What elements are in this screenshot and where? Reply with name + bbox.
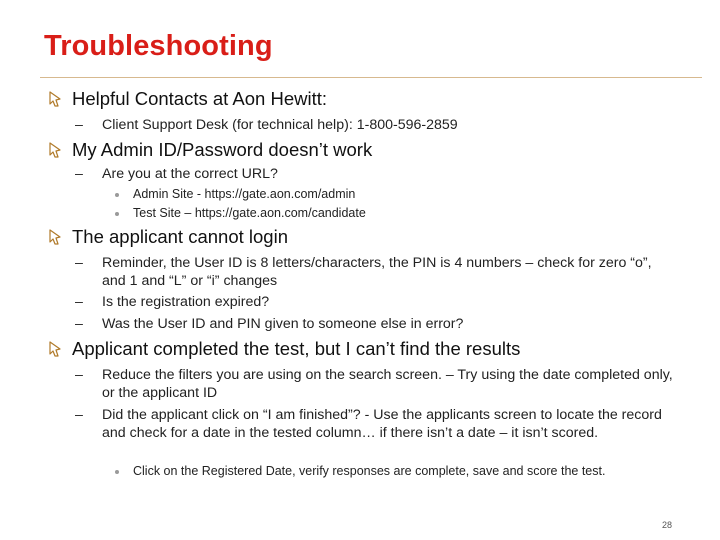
sub-item	[75, 117, 674, 135]
sub-sub-item	[133, 206, 678, 221]
dash-marker: –	[75, 255, 83, 271]
sub-sub-item-text: Click on the Registered Date, verify responses are complete, save and score the test.	[133, 464, 606, 478]
dash-marker: –	[75, 367, 83, 383]
dash-marker: –	[75, 316, 83, 332]
bullet-helpful-contacts	[72, 88, 327, 110]
sub-sub-item	[133, 464, 678, 479]
pencil-arrow-icon	[45, 89, 65, 109]
bullet-text: Applicant completed the test, but I can’t find the results	[72, 338, 521, 359]
sub-item-text: Is the registration expired?	[102, 294, 270, 310]
sub-item-text: Reduce the filters you are using on the search screen. – Try using the date completed only, or the applicant ID	[102, 367, 673, 401]
bullet-text: The applicant cannot login	[72, 226, 288, 247]
sub-item-text: Did the applicant click on “I am finished”? - Use the applicants screen to locate the record and check for a date in the tested column… if there isn’t a date – it isn’t scored.	[102, 407, 662, 441]
dash-marker: –	[75, 117, 83, 133]
sub-item-text: Client Support Desk (for technical help): 1-800-596-2859	[102, 117, 458, 133]
sub-sub-item-text: Test Site – https://gate.aon.com/candidate	[133, 206, 366, 220]
sub-sub-item-text: Admin Site - https://gate.aon.com/admin	[133, 187, 356, 201]
dash-marker: –	[75, 294, 83, 310]
sub-item-text: Are you at the correct URL?	[102, 166, 278, 182]
bullet-test-results	[72, 338, 520, 360]
dot-marker	[115, 470, 119, 474]
sub-item	[75, 367, 674, 402]
slide-title: Troubleshooting	[44, 30, 273, 62]
bullet-text: My Admin ID/Password doesn’t work	[72, 139, 373, 160]
dot-marker	[115, 193, 119, 197]
sub-item	[75, 316, 674, 334]
sub-item	[75, 166, 674, 184]
title-divider	[40, 77, 702, 78]
pencil-arrow-icon	[45, 140, 65, 160]
sub-item	[75, 294, 674, 312]
dash-marker: –	[75, 407, 83, 423]
pencil-arrow-icon	[45, 227, 65, 247]
dash-marker: –	[75, 166, 83, 182]
bullet-text: Helpful Contacts at Aon Hewitt:	[72, 88, 328, 109]
pencil-arrow-icon	[45, 339, 65, 359]
sub-item-text: Reminder, the User ID is 8 letters/characters, the PIN is 4 numbers – check for zero “o”, and 1 and “L” or “i” changes	[102, 255, 652, 289]
bullet-applicant-login	[72, 226, 288, 248]
page-number: 28	[662, 520, 673, 530]
sub-item	[75, 255, 674, 290]
sub-sub-item	[133, 187, 678, 202]
sub-item	[75, 407, 674, 442]
bullet-admin-password	[72, 139, 372, 161]
sub-item-text: Was the User ID and PIN given to someone else in error?	[102, 316, 464, 332]
dot-marker	[115, 212, 119, 216]
